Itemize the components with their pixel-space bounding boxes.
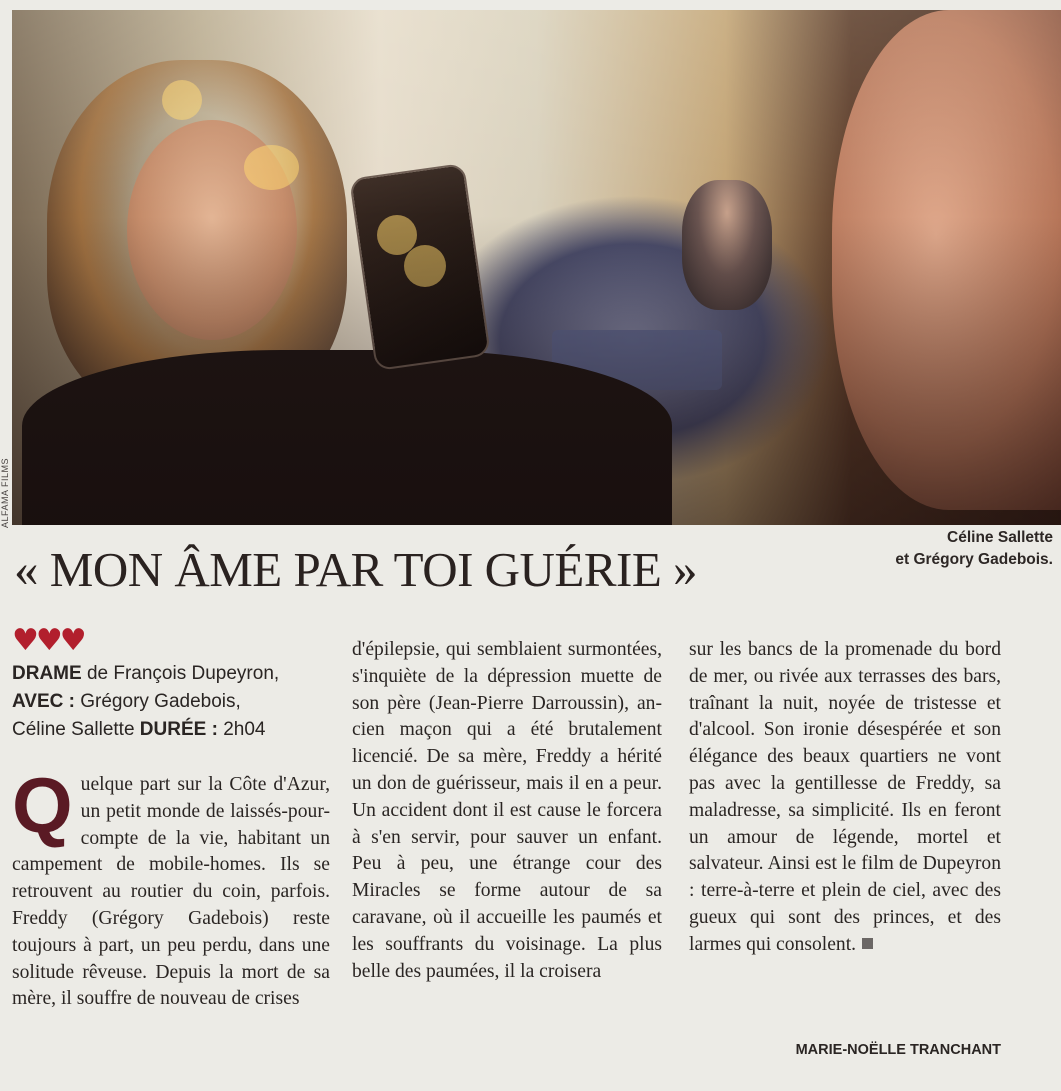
film-credits: [12, 660, 332, 744]
cast-label: AVEC :: [12, 691, 75, 712]
photo-credit: ALFAMA FILMS: [0, 457, 10, 528]
column-1-text: uelque part sur la Côte d'Azur, un petit monde de laissés-pour-compte de la vie, habitant un campement de mobile-homes. Ils se retrouvent au routier du coin, parfois. Freddy (Grégory Gadebois) reste toujours à part, un peu perdu, dans une solitude rêveuse. Depuis la mort de sa mère, il souffre de nouveau de crises: [12, 774, 330, 1010]
cast-line-1: Grégory Gadebois,: [74, 691, 241, 712]
photo-caption: [813, 527, 1053, 571]
article-column-3: [689, 637, 1001, 959]
photo-shading: [12, 10, 1061, 525]
end-mark-icon: [862, 938, 873, 949]
credits-line-3: [12, 716, 332, 744]
director-text: de François Dupeyron,: [81, 663, 280, 684]
duration-value: 2h04: [217, 719, 266, 740]
genre-label: DRAME: [12, 663, 82, 684]
rating-hearts-icon: ♥♥♥: [12, 623, 84, 658]
drop-cap: Q: [12, 761, 73, 849]
column-2-text: d'épilepsie, qui semblaient surmontées, s'inquiète de la dépression muette de son père (Jean-Pierre Darroussin), ancien maçon qui a été brutalement licencié. De sa mère, Freddy a hérité un don de guérisseur, mais il en a peur. Un accident dont il est cause le forcera à s'en servir, pour sauver un enfant. Peu à peu, une étrange cour des Miracles se forme autour de sa caravane, où il accueille les paumés et les souffrants du voisinage. La plus belle des paumées, il la croisera: [352, 639, 662, 982]
credits-line-2: [12, 688, 332, 716]
caption-line-2: et Grégory Gadebois.: [895, 551, 1053, 568]
caption-line-1: Céline Sallette: [947, 529, 1053, 546]
article-column-2: [352, 637, 662, 985]
film-still-photo: [12, 10, 1061, 525]
article-author: MARIE-NOËLLE TRANCHANT: [795, 1042, 1001, 1058]
credits-line-1: [12, 660, 332, 688]
article-headline: « MON ÂME PAR TOI GUÉRIE »: [14, 542, 698, 597]
column-3-text: sur les bancs de la promenade du bord de mer, ou rivée aux terrasses des bars, traînant la nuit, noyée de tristesse et d'alcool. Son ironie désespérée et son élégance des beaux quartiers ne vont pas avec la gentillesse de Freddy, sa maladresse, sa simplicité. Ils en feront un amour de légende, mortel et salvateur. Ainsi est le film de Dupeyron : terre-à-terre et plein de ciel, avec des gueux qui sont des princes, et des larmes qui consolent.: [689, 639, 1001, 955]
article-column-1: [12, 761, 330, 1013]
duration-label: DURÉE :: [139, 719, 218, 740]
cast-line-2: Céline Sallette: [12, 719, 140, 740]
